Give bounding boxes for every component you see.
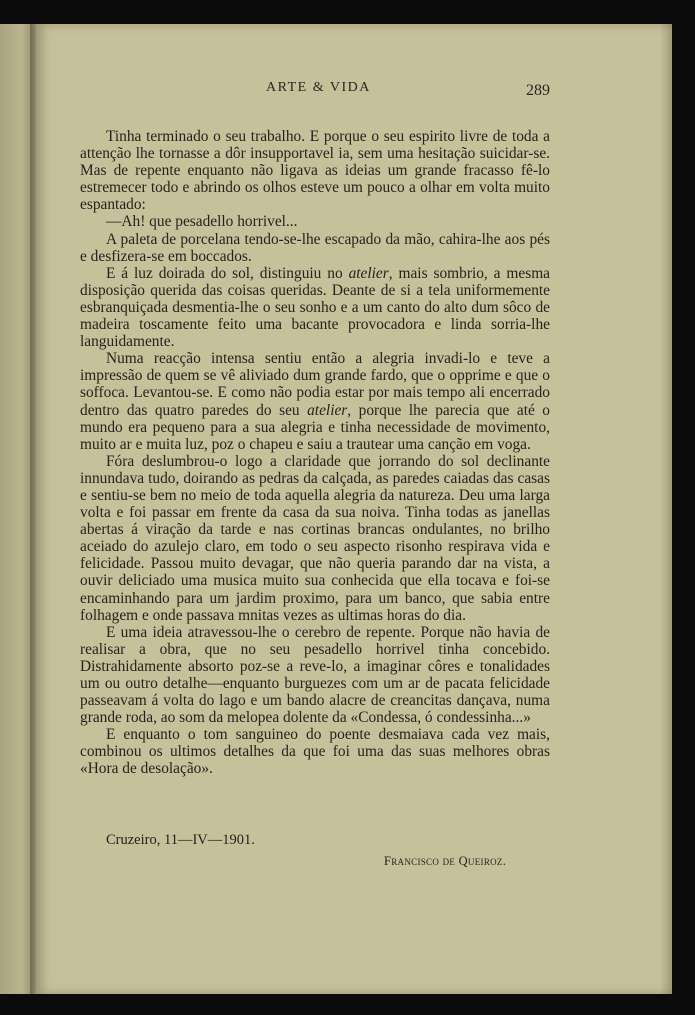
paragraph: E uma ideia atravessou-lhe o cerebro de repente. Porque não havia de realisar a obra, que no seu pesadello horrivel tinha concebido. Distrahidamente absorto poz-se a reve-lo, a imaginar côres e tonalidades um ou outro detalhe—enquanto burguezes com um ar de pacata felicidade passeavam á volta do lago e um bando alacre de creancitas dançava, numa grande roda, ao som da melopea dolente da «Condessa, ó condessinha...»: [80, 623, 550, 727]
paragraph: Tinha terminado o seu trabalho. E porque o seu espirito livre de toda a attenção lhe tornasse a dôr insupportavel ia, sem uma hesitação suicidar-se. Mas de repente enquanto não ligava as ideias um grande fracasso fê-lo estremecer todo e abrindo os olhos esteve um pouco a olhar em volta muito espantado:: [80, 128, 550, 214]
paragraph: A paleta de porcelana tendo-se-lhe escapado da mão, cahira-lhe aos pés e desfizera-se em boccados.: [80, 230, 550, 265]
paragraph: —Ah! que pesadello horrivel...: [106, 213, 298, 231]
book-page: [36, 24, 672, 994]
paragraph: E enquanto o tom sanguineo do poente desmaiava cada vez mais, combinou os ultimos detalhes da que foi uma das suas melhores obras «Hora de desolação».: [80, 726, 550, 778]
running-head: ARTE & VIDA: [266, 80, 371, 95]
body-text: [80, 128, 550, 778]
page-number: 289: [526, 82, 550, 99]
place-date: Cruzeiro, 11—IV—1901.: [106, 832, 255, 848]
paragraph: Fóra deslumbrou-o logo a claridade que jorrando do sol declinante innundava tudo, doirando as pedras da calçada, as paredes caiadas das casas e sentiu-se bem no meio de toda aquella alegria da natureza. Deu uma larga volta e foi passar em frente da casa da sua noiva. Tinha todas as janellas abertas á viração da tarde e nas cortinas brancas ondulantes, no brilho aceiado do azulejo claro, em todo o seu aspecto risonho respirava vida e felicidade. Passou muito devagar, que não queria parando dar na vista, a ouvir deliciado uma musica muito sua conhecida que ella tocava e foi-se encaminhando para um jardim proximo, para um banco, que sabia entre folhagem e onde passava mnitas vezes as ultimas horas do dia.: [80, 452, 550, 624]
italic-term: atelier: [348, 264, 389, 282]
italic-term: atelier: [307, 401, 348, 419]
paragraph: E á luz doirada do sol, distinguiu no atelier, mais sombrio, a mesma disposição querida das coisas queridas. Deante de si a tela uniformemente esbranquiçada desmentia-lhe o seu sonho e a um canto do alto dum sôco de madeira toscamente feito uma bacante provocadora e linda sorria-lhe languidamente.: [80, 264, 550, 351]
paragraph: Numa reacção intensa sentiu então a alegria invadi-lo e teve a impressão de quem se vê aliviado dum grande fardo, que o opprime e que o soffoca. Levantou-se. E como não podia estar por mais tempo ali encerrado dentro das quatro paredes do seu atelier, porque lhe parecia que até o mundo era pequeno para a sua alegria e tinha necessidade de movimento, muito ar e muita luz, poz o chapeu e saiu a trautear uma canção em voga.: [80, 350, 550, 453]
author-signature: Francisco de Queiroz.: [384, 854, 507, 868]
